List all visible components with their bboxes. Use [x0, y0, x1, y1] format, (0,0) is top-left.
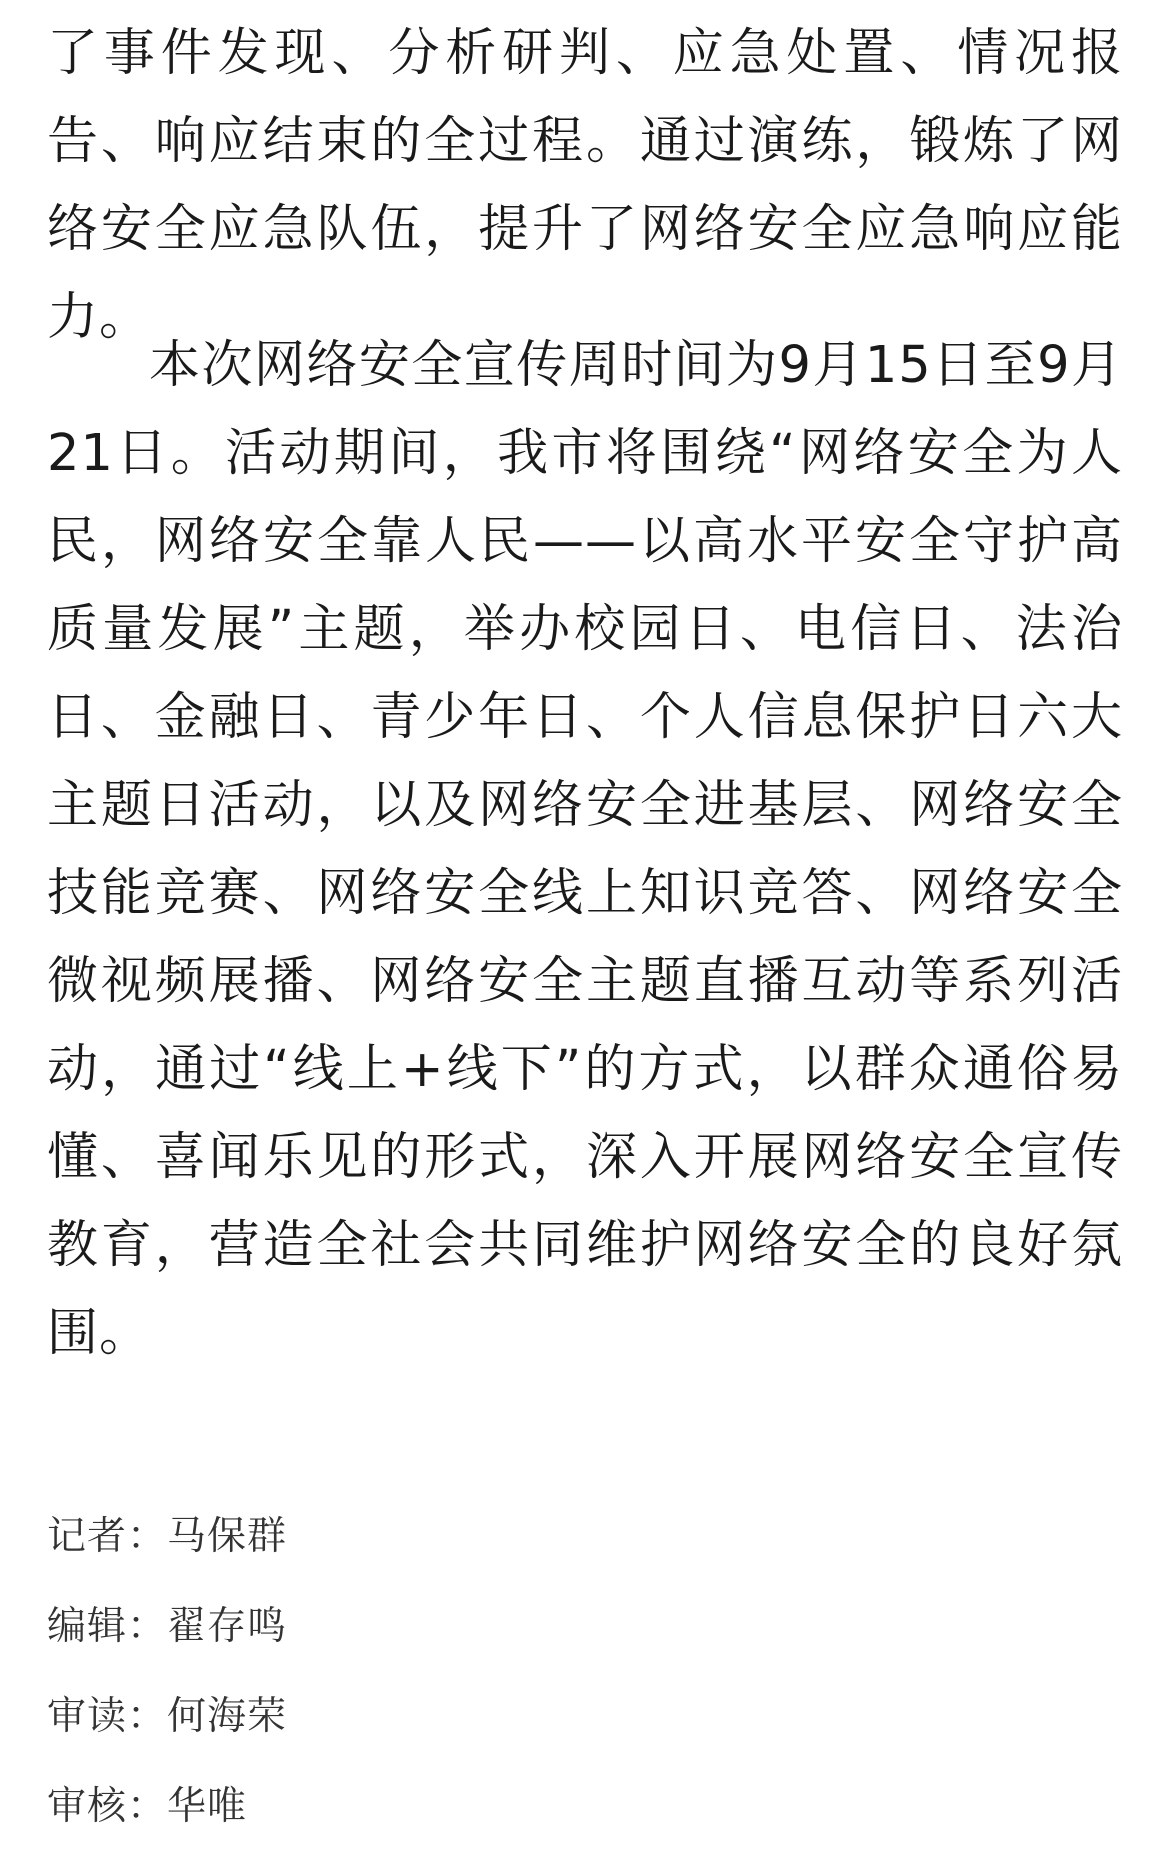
credit-reporter	[47, 1492, 1123, 1582]
credit-label: 记者：	[47, 1514, 168, 1559]
credit-label: 审核：	[47, 1784, 168, 1829]
credit-label: 编辑：	[47, 1604, 168, 1649]
credit-reviewer	[47, 1762, 1123, 1852]
article-paragraph: 本次网络安全宣传周时间为9月15日至9月21日。活动期间，我市将围绕“网络安全为人民，网络安全靠人民——以高水平安全守护高质量发展”主题，举办校园日、电信日、法治日、金融日、青少年日、个人信息保护日六大主题日活动，以及网络安全进基层、网络安全技能竞赛、网络安全线上知识竞答、网络安全微视频展播、网络安全主题直播互动等系列活动，通过“线上+线下”的方式，以群众通俗易懂、喜闻乐见的形式，深入开展网络安全宣传教育，营造全社会共同维护网络安全的良好氛围。	[47, 336, 1123, 1363]
credit-label: 审读：	[47, 1694, 168, 1739]
article-credits	[47, 1492, 1123, 1852]
credit-proofreader	[47, 1672, 1123, 1762]
credit-name: 马保群	[167, 1514, 288, 1559]
credit-name: 何海荣	[167, 1694, 288, 1739]
credit-editor	[47, 1582, 1123, 1672]
credit-name: 翟存鸣	[167, 1604, 288, 1649]
article-paragraph: 了事件发现、分析研判、应急处置、情况报告、响应结束的全过程。通过演练，锻炼了网络安全应急队伍，提升了网络安全应急响应能力。	[47, 24, 1123, 347]
credit-name: 华唯	[167, 1784, 248, 1829]
